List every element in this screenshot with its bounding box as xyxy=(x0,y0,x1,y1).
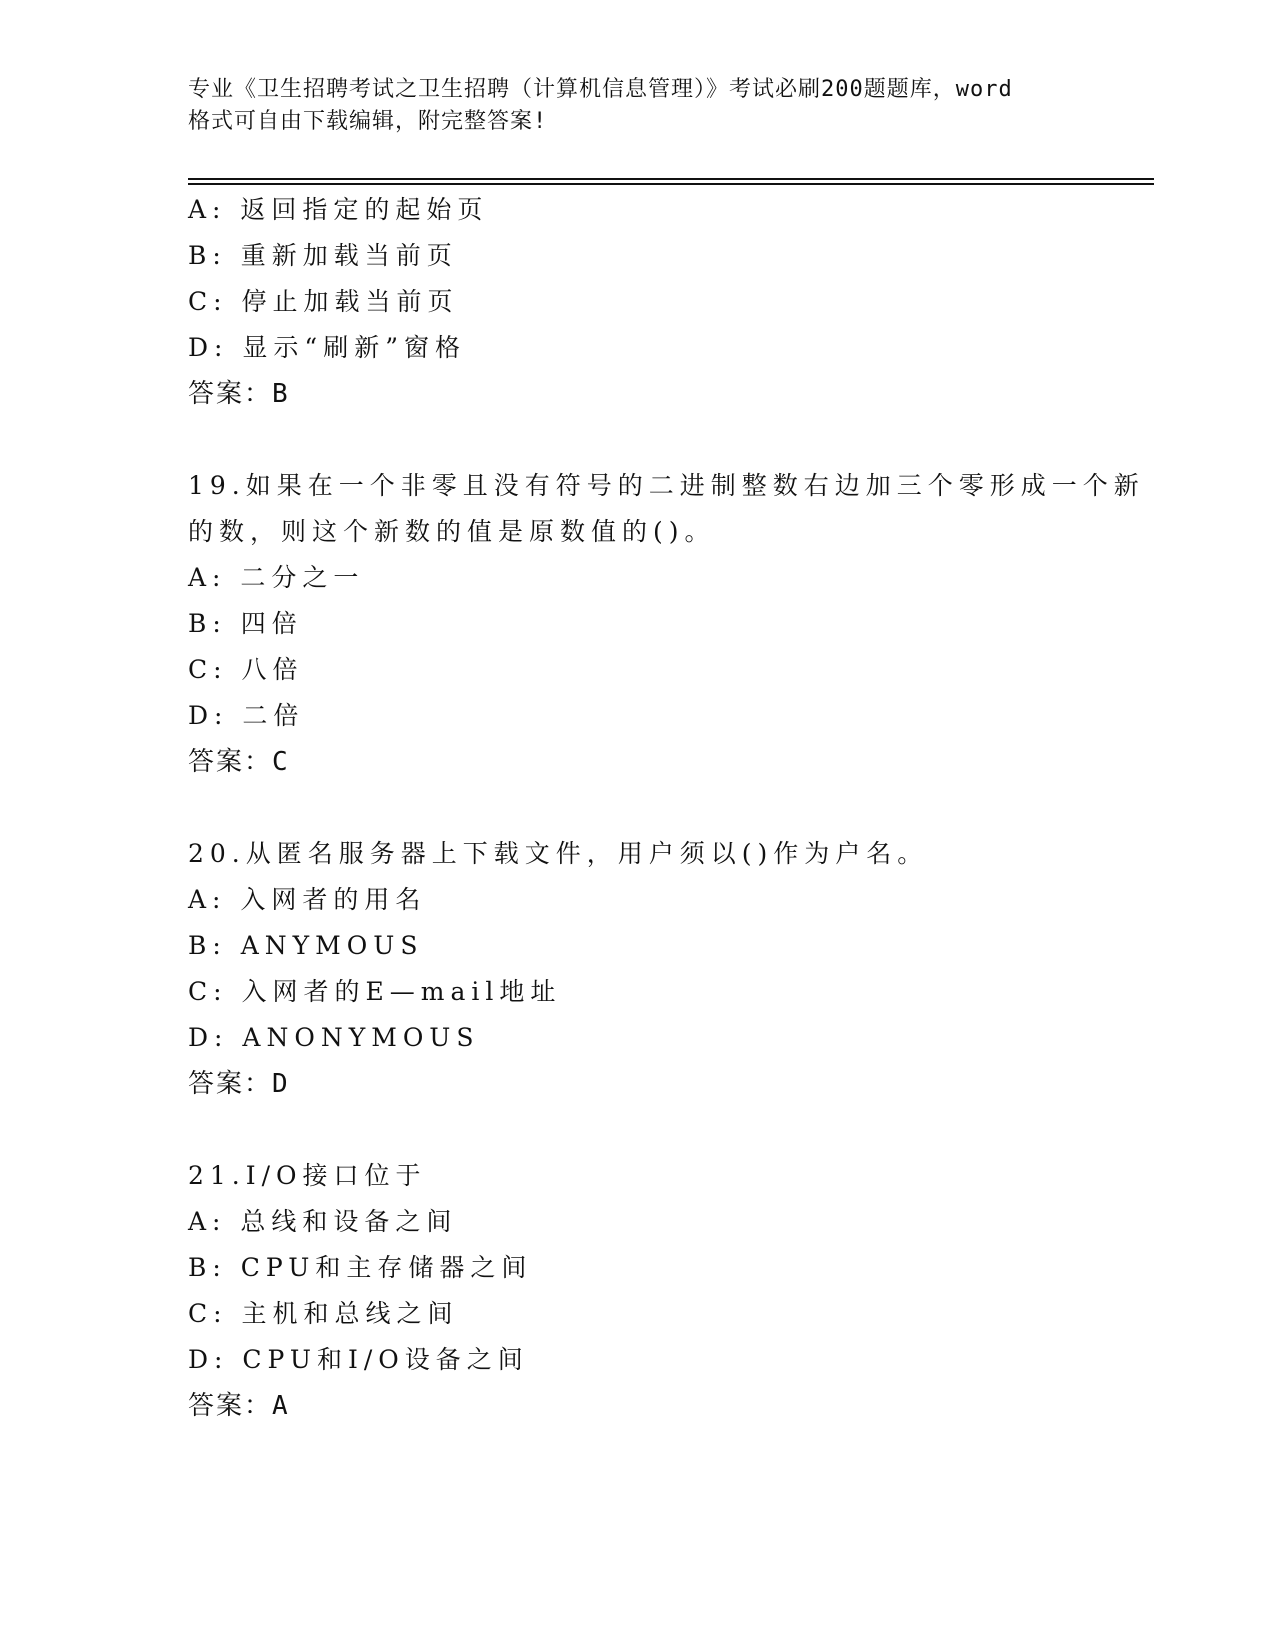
option-c: C: 停止加载当前页 xyxy=(188,287,459,316)
option-d: D: CPU和I/O设备之间 xyxy=(188,1345,529,1374)
header-line-1: 专业《卫生招聘考试之卫生招聘（计算机信息管理）》考试必刷200题题库，word xyxy=(188,77,1013,102)
answer: 答案：A xyxy=(188,1391,290,1421)
option-b: B: CPU和主存储器之间 xyxy=(188,1253,533,1282)
answer: 答案：C xyxy=(188,747,290,777)
document-header xyxy=(188,74,1088,138)
option-c: C: 主机和总线之间 xyxy=(188,1299,459,1328)
option-b: B: ANYMOUS xyxy=(188,931,424,960)
option-d: D: 二倍 xyxy=(188,701,305,730)
question-18 xyxy=(188,187,1088,417)
option-a: A: 二分之一 xyxy=(188,563,365,592)
option-b: B: 四倍 xyxy=(188,609,303,638)
header-line-2: 格式可自由下载编辑，附完整答案! xyxy=(188,109,548,134)
option-a: A: 入网者的用名 xyxy=(188,885,427,914)
answer: 答案：D xyxy=(188,1069,290,1099)
option-a: A: 总线和设备之间 xyxy=(188,1207,458,1236)
question-19 xyxy=(188,463,1145,785)
question-stem: 20.从匿名服务器上下载文件，用户须以()作为户名。 xyxy=(188,839,929,868)
option-c: C: 入网者的E—mail地址 xyxy=(188,977,562,1006)
option-a: A: 返回指定的起始页 xyxy=(188,195,489,224)
header-divider-top xyxy=(188,178,1154,180)
question-stem: 19.如果在一个非零且没有符号的二进制整数右边加三个零形成一个新 xyxy=(188,471,1145,500)
option-b: B: 重新加载当前页 xyxy=(188,241,458,270)
question-list xyxy=(188,187,1145,1429)
answer: 答案：B xyxy=(188,379,290,409)
header-divider-bottom xyxy=(188,183,1154,185)
question-stem-continued: 的数，则这个新数的值是原数值的()。 xyxy=(188,517,716,546)
question-stem: 21.I/O接口位于 xyxy=(188,1161,427,1190)
option-d: D: 显示“刷新”窗格 xyxy=(188,333,466,362)
question-21 xyxy=(188,1153,1088,1429)
option-d: D: ANONYMOUS xyxy=(188,1023,480,1052)
option-c: C: 八倍 xyxy=(188,655,304,684)
question-20 xyxy=(188,831,1088,1107)
